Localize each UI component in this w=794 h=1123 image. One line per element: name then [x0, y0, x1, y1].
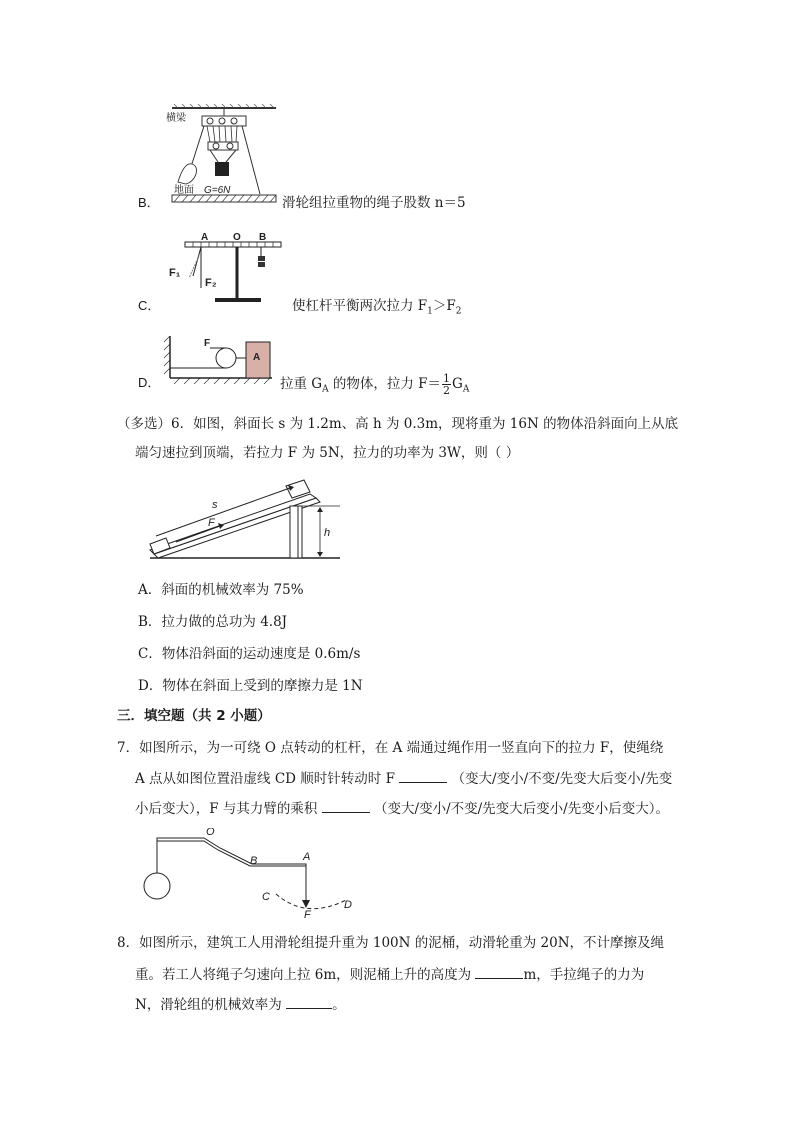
q5-option-c-letter: C．	[138, 298, 161, 313]
q5-option-d-text-b: 的物体，拉力 F＝	[328, 376, 442, 392]
q8-line3	[135, 993, 346, 1015]
figure-lever-balance	[165, 230, 285, 308]
fig-incline-label-f: F	[208, 517, 215, 529]
q8-line1: 8．如图所示，建筑工人用滑轮组提升重为 100N 的泥桶，动滑轮重为 20N，不计摩擦及绳	[117, 935, 665, 951]
q6-option-c: C．物体沿斜面的运动速度是 0.6m/s	[138, 646, 361, 662]
fig-lever-label-o: O	[206, 828, 215, 838]
q8-line2b: m，手拉绳子的力为	[523, 967, 645, 983]
q7-line2	[135, 767, 672, 789]
q6-option-b: B．拉力做的总功为 4.8J	[138, 614, 288, 630]
q5-option-d-letter: D．	[138, 375, 161, 390]
q6-option-d: D．物体在斜面上受到的摩擦力是 1N	[138, 678, 363, 694]
fig-lever-label-b: B	[250, 855, 258, 867]
fig-lever-label-c: C	[262, 891, 270, 903]
q7-line1: 7．如图所示，为一可绕 O 点转动的杠杆，在 A 端通过绳作用一竖直向下的拉力 F，使绳绕	[117, 740, 664, 756]
q5-option-d-fraction	[442, 373, 451, 396]
q6-stem-line2: 端匀速拉到顶端，若拉力 F 为 5N，拉力的功率为 3W，则（ ）	[135, 445, 520, 461]
q5-option-c-sub2: 2	[455, 306, 462, 317]
q6-option-a: A．斜面的机械效率为 75%	[138, 582, 304, 598]
q8-answer-blank-1[interactable]	[475, 963, 523, 979]
q7-answer-blank-1[interactable]	[399, 767, 447, 783]
section3-title: 三．填空题（共 2 小题）	[117, 708, 271, 724]
q5-option-c-sub1: 1	[427, 306, 433, 317]
fig-c-label-b: B	[259, 232, 267, 243]
q5-option-d-text-a: 拉重 G	[280, 376, 323, 392]
figure-lever-rotation	[140, 828, 370, 918]
q8-answer-blank-2[interactable]	[286, 993, 332, 1009]
figure-pulley-system	[160, 100, 280, 210]
q8-line3b: 。	[332, 997, 346, 1013]
fig-b-label-beam: 横梁	[166, 113, 186, 124]
fig-incline-label-h: h	[324, 527, 331, 539]
fig-lever-label-f: F	[304, 909, 311, 918]
fig-d-label-a: A	[253, 352, 261, 363]
q6-stem-line1: （多选）6．如图，斜面长 s 为 1.2m、高 h 为 0.3m，现将重为 16N 的物体沿斜面向上从底	[117, 416, 679, 432]
fig-lever-label-a: A	[303, 851, 311, 863]
fig-b-label-weight: G=6N	[204, 185, 231, 196]
q5-option-d-frac-num: 1	[443, 372, 451, 385]
q5-option-c-text	[292, 296, 462, 322]
q5-option-c-gt: ＞F	[432, 298, 456, 314]
fig-lever-label-d: D	[344, 899, 352, 911]
figure-incline	[140, 478, 345, 568]
q7-line2a: A 点从如图位置沿虚线 CD 顺时针转动时 F	[135, 771, 395, 787]
q5-option-d-text-c: G	[452, 376, 463, 392]
fig-c-label-a: A	[201, 232, 209, 243]
q7-line2b: （变大/变小/不变/先变大后变小/先变	[451, 771, 673, 787]
fig-incline-label-s: s	[212, 499, 218, 511]
fig-c-label-f2: F₂	[205, 277, 217, 289]
fig-c-label-f1: F₁	[169, 267, 181, 279]
fig-b-label-ground: 地面	[174, 185, 194, 196]
q7-line3a: 小后变大），F 与其力臂的乘积	[135, 801, 318, 817]
q8-line2a: 重。若工人将绳子匀速向上拉 6m，则泥桶上升的高度为	[135, 967, 472, 983]
q8-line3a: N，滑轮组的机械效率为	[135, 997, 282, 1013]
q5-option-d-text	[280, 373, 469, 400]
q8-line2	[135, 963, 644, 985]
q5-option-d-sub-a: A	[322, 384, 329, 395]
q5-option-b-text: 滑轮组拉重物的绳子股数 n＝5	[282, 195, 466, 211]
q7-answer-blank-2[interactable]	[322, 797, 370, 813]
q7-line3b: （变大/变小/不变/先变大后变小/先变小后变大）。	[374, 801, 669, 817]
fig-c-label-o: O	[233, 232, 241, 243]
q5-option-c-text-a: 使杠杆平衡两次拉力 F	[292, 298, 428, 314]
q5-option-d-frac-den: 2	[443, 384, 451, 397]
q5-option-d-sub-c: A	[462, 384, 470, 395]
fig-d-label-f: F	[204, 338, 211, 349]
q7-line3	[135, 797, 669, 819]
figure-pulley-wall	[160, 330, 280, 384]
q5-option-b-letter: B．	[138, 195, 160, 210]
